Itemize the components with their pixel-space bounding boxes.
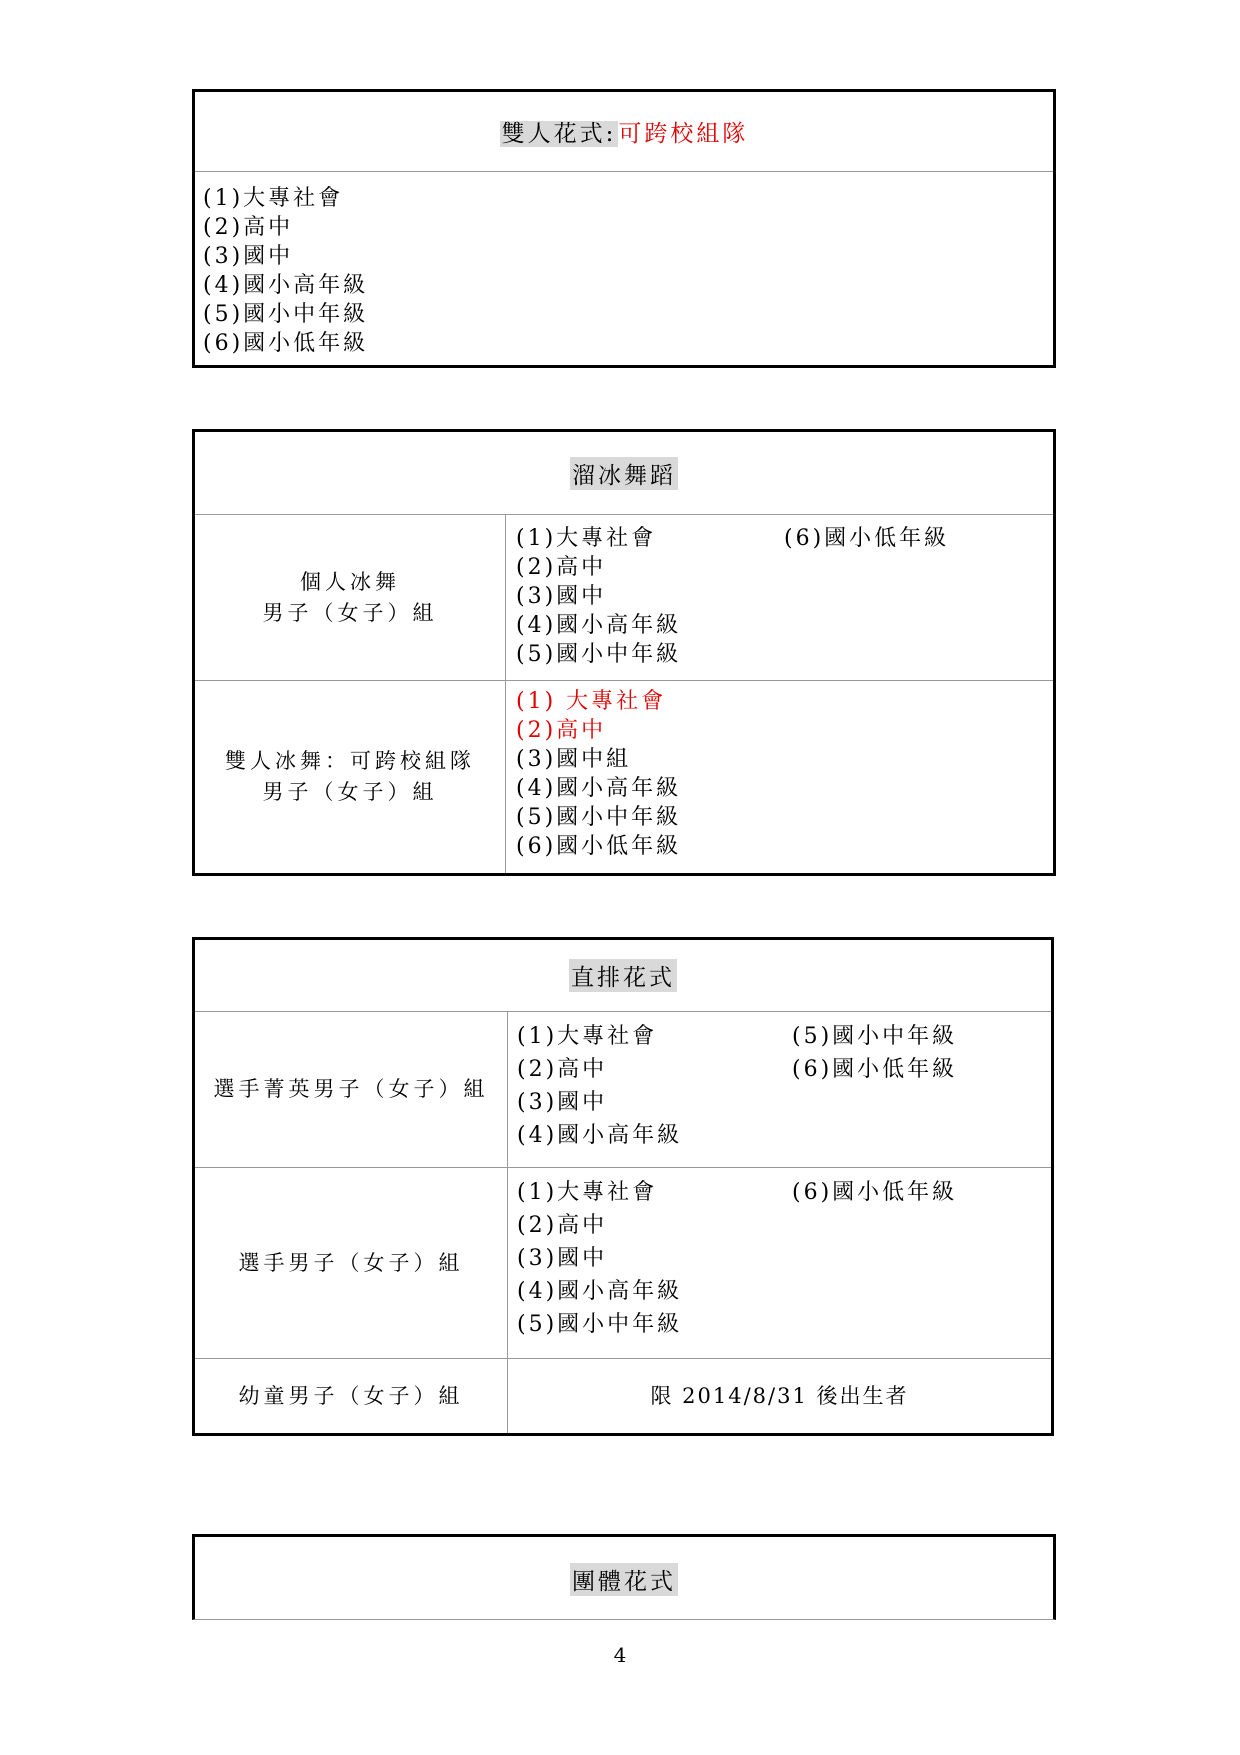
elite-label: 選手菁英男子（女子）組: [213, 1077, 489, 1101]
list-item: (5)國小中年級: [516, 805, 682, 830]
list-item: (6)國小低年級: [792, 1057, 958, 1082]
elite-divisions: [507, 1012, 1051, 1167]
list-item: (1)大專社會: [516, 526, 657, 551]
inline-freestyle-table: [192, 937, 1054, 1436]
list-item: (4)國小高年級: [516, 776, 682, 801]
ice-dance-header: [195, 432, 1053, 514]
table-row: [195, 1358, 1051, 1433]
solo-ice-dance-label: 個人冰舞 男子（女子）組: [262, 569, 438, 625]
group-freestyle-header: [195, 1537, 1053, 1621]
solo-ice-dance-divisions: [505, 515, 1053, 680]
list-item: (4)國小高年級: [203, 273, 369, 298]
list-item: (2)高中: [516, 718, 607, 743]
list-item: (3)國中: [516, 584, 607, 609]
ice-dance-title: 溜冰舞蹈: [570, 457, 678, 490]
table-row: [195, 514, 1053, 680]
list-item: (4)國小高年級: [517, 1123, 683, 1148]
list-item: (2)高中: [516, 555, 607, 580]
pair-freestyle-table: [192, 89, 1056, 368]
inline-freestyle-title: 直排花式: [569, 959, 677, 992]
pair-freestyle-header: [195, 92, 1053, 171]
list-item: (3)國中: [517, 1090, 608, 1115]
list-item: (1) 大專社會: [516, 689, 667, 714]
list-item: (5)國小中年級: [203, 302, 369, 327]
list-item: (1)大專社會: [517, 1024, 658, 1049]
kids-birthdate-note: 限 2014/8/31 後出生者: [507, 1359, 1051, 1433]
list-item: (6)國小低年級: [792, 1180, 958, 1205]
list-item: (1)大專社會: [517, 1180, 658, 1205]
list-item: (4)國小高年級: [517, 1279, 683, 1304]
pair-freestyle-title: 雙人花式:: [501, 121, 617, 147]
pair-freestyle-cross-school-note: 可跨校組隊: [618, 121, 749, 147]
ice-dance-table: [192, 429, 1056, 876]
table-row: [195, 680, 1053, 873]
general-label: 選手男子（女子）組: [238, 1250, 464, 1275]
page-number: 4: [613, 1643, 627, 1667]
pair-freestyle-divisions: [195, 171, 1053, 365]
list-item: (2)高中: [517, 1213, 608, 1238]
inline-freestyle-header: [195, 940, 1051, 1011]
list-item: (2)高中: [517, 1057, 608, 1082]
table-row: [195, 1167, 1051, 1358]
list-item: (3)國中組: [516, 747, 632, 772]
group-freestyle-table: [192, 1534, 1056, 1620]
group-freestyle-title: 團體花式: [570, 1563, 678, 1596]
general-divisions: [507, 1168, 1051, 1358]
kids-label: 幼童男子（女子）組: [238, 1383, 464, 1408]
list-item: (5)國小中年級: [792, 1024, 958, 1049]
list-item: (6)國小低年級: [784, 526, 950, 551]
list-item: (2)高中: [203, 215, 294, 240]
table-row: [195, 1011, 1051, 1167]
list-item: (3)國中: [517, 1246, 608, 1271]
list-item: (5)國小中年級: [516, 642, 682, 667]
list-item: (5)國小中年級: [517, 1312, 683, 1337]
list-item: (3)國中: [203, 244, 294, 269]
pair-ice-dance-divisions: [505, 681, 1053, 873]
pair-ice-dance-label: 雙人冰舞：可跨校組隊 男子（女子）組: [225, 749, 475, 804]
list-item: (1)大專社會: [203, 186, 344, 211]
list-item: (6)國小低年級: [516, 834, 682, 859]
list-item: (6)國小低年級: [203, 331, 369, 356]
list-item: (4)國小高年級: [516, 613, 682, 638]
